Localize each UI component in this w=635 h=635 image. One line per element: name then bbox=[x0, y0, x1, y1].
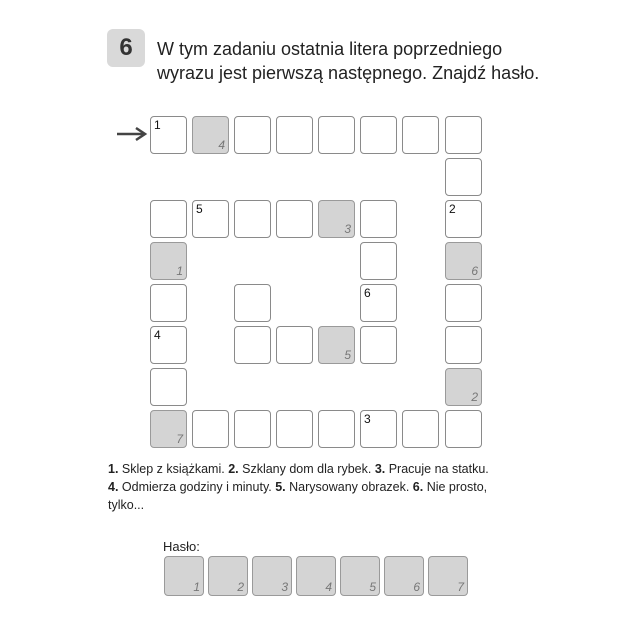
clue-text: Odmierza godziny i minuty. bbox=[118, 480, 276, 494]
start-arrow-icon bbox=[116, 126, 150, 142]
answer-slot-number: 4 bbox=[325, 580, 332, 594]
crossword-cell[interactable] bbox=[360, 284, 397, 322]
clue-number: 1. bbox=[108, 462, 119, 476]
crossword-cell[interactable] bbox=[445, 410, 482, 448]
answer-slot[interactable] bbox=[252, 556, 292, 596]
answer-slot-number: 1 bbox=[193, 580, 200, 594]
clue-start-number: 1 bbox=[154, 118, 161, 132]
clue-start-number: 4 bbox=[154, 328, 161, 342]
answer-slot-number: 7 bbox=[457, 580, 464, 594]
crossword-cell[interactable] bbox=[445, 116, 482, 154]
crossword-cell[interactable] bbox=[360, 326, 397, 364]
instruction-line-2: wyrazu jest pierwszą następnego. Znajdź hasło. bbox=[157, 63, 540, 83]
crossword-cell[interactable] bbox=[234, 116, 271, 154]
crossword-cell[interactable] bbox=[192, 410, 229, 448]
crossword-cell-solution[interactable] bbox=[318, 200, 355, 238]
solution-letter-number: 3 bbox=[344, 222, 351, 236]
crossword-cell[interactable] bbox=[360, 242, 397, 280]
crossword-cell[interactable] bbox=[402, 116, 439, 154]
crossword-cell[interactable] bbox=[192, 200, 229, 238]
task-number-badge bbox=[107, 29, 145, 67]
crossword-cell[interactable] bbox=[150, 200, 187, 238]
clue-number: 4. bbox=[108, 480, 119, 494]
clue-start-number: 3 bbox=[364, 412, 371, 426]
clue-text: Pracuje na statku. bbox=[385, 462, 489, 476]
crossword-cell[interactable] bbox=[360, 410, 397, 448]
answer-slot-number: 3 bbox=[281, 580, 288, 594]
answer-label: Hasło: bbox=[163, 539, 200, 554]
crossword-cell[interactable] bbox=[276, 326, 313, 364]
answer-slot-number: 2 bbox=[237, 580, 244, 594]
clue-text: tylko... bbox=[108, 498, 145, 512]
crossword-cell[interactable] bbox=[234, 410, 271, 448]
answer-slot[interactable] bbox=[208, 556, 248, 596]
crossword-cell-solution[interactable] bbox=[445, 368, 482, 406]
clue-number: 5. bbox=[275, 480, 286, 494]
crossword-cell-solution[interactable] bbox=[192, 116, 229, 154]
clue-start-number: 2 bbox=[449, 202, 456, 216]
answer-slot[interactable] bbox=[428, 556, 468, 596]
solution-letter-number: 1 bbox=[176, 264, 183, 278]
crossword-cell[interactable] bbox=[445, 200, 482, 238]
task-instruction bbox=[157, 37, 539, 85]
crossword-cell[interactable] bbox=[150, 284, 187, 322]
crossword-cell[interactable] bbox=[318, 410, 355, 448]
answer-slot-number: 6 bbox=[413, 580, 420, 594]
clue-start-number: 5 bbox=[196, 202, 203, 216]
crossword-cell[interactable] bbox=[445, 284, 482, 322]
crossword-cell[interactable] bbox=[150, 116, 187, 154]
clue-number: 3. bbox=[374, 462, 386, 476]
clue-start-number: 6 bbox=[364, 286, 371, 300]
crossword-cell[interactable] bbox=[234, 326, 271, 364]
crossword-cell[interactable] bbox=[360, 116, 397, 154]
crossword-cell[interactable] bbox=[445, 326, 482, 364]
answer-slot[interactable] bbox=[340, 556, 380, 596]
crossword-cell[interactable] bbox=[234, 200, 271, 238]
clue-number: 2. bbox=[228, 462, 239, 476]
crossword-cell[interactable] bbox=[276, 116, 313, 154]
solution-letter-number: 5 bbox=[344, 348, 351, 362]
clue-text: Sklep z książkami. bbox=[118, 462, 229, 476]
answer-slot[interactable] bbox=[384, 556, 424, 596]
crossword-cell[interactable] bbox=[234, 284, 271, 322]
clue-text: Szklany dom dla rybek. bbox=[238, 462, 375, 476]
solution-letter-number: 4 bbox=[218, 138, 225, 152]
crossword-cell[interactable] bbox=[276, 410, 313, 448]
crossword-cell[interactable] bbox=[150, 368, 187, 406]
crossword-cell[interactable] bbox=[150, 326, 187, 364]
answer-slot-number: 5 bbox=[369, 580, 376, 594]
task-number: 6 bbox=[119, 34, 133, 61]
solution-letter-number: 6 bbox=[471, 264, 478, 278]
clues-list bbox=[108, 460, 538, 514]
answer-slot[interactable] bbox=[164, 556, 204, 596]
crossword-cell-solution[interactable] bbox=[150, 410, 187, 448]
crossword-cell[interactable] bbox=[402, 410, 439, 448]
crossword-cell[interactable] bbox=[318, 116, 355, 154]
solution-letter-number: 2 bbox=[471, 390, 478, 404]
instruction-line-1: W tym zadaniu ostatnia litera poprzedniego bbox=[157, 39, 503, 59]
answer-slot[interactable] bbox=[296, 556, 336, 596]
crossword-cell[interactable] bbox=[445, 158, 482, 196]
clue-number: 6. bbox=[412, 480, 424, 494]
solution-letter-number: 7 bbox=[176, 432, 183, 446]
crossword-cell[interactable] bbox=[360, 200, 397, 238]
crossword-cell-solution[interactable] bbox=[445, 242, 482, 280]
clue-text: Narysowany obrazek. bbox=[285, 480, 413, 494]
clue-text: Nie prosto, bbox=[423, 480, 488, 494]
crossword-cell-solution[interactable] bbox=[150, 242, 187, 280]
crossword-cell[interactable] bbox=[276, 200, 313, 238]
crossword-cell-solution[interactable] bbox=[318, 326, 355, 364]
